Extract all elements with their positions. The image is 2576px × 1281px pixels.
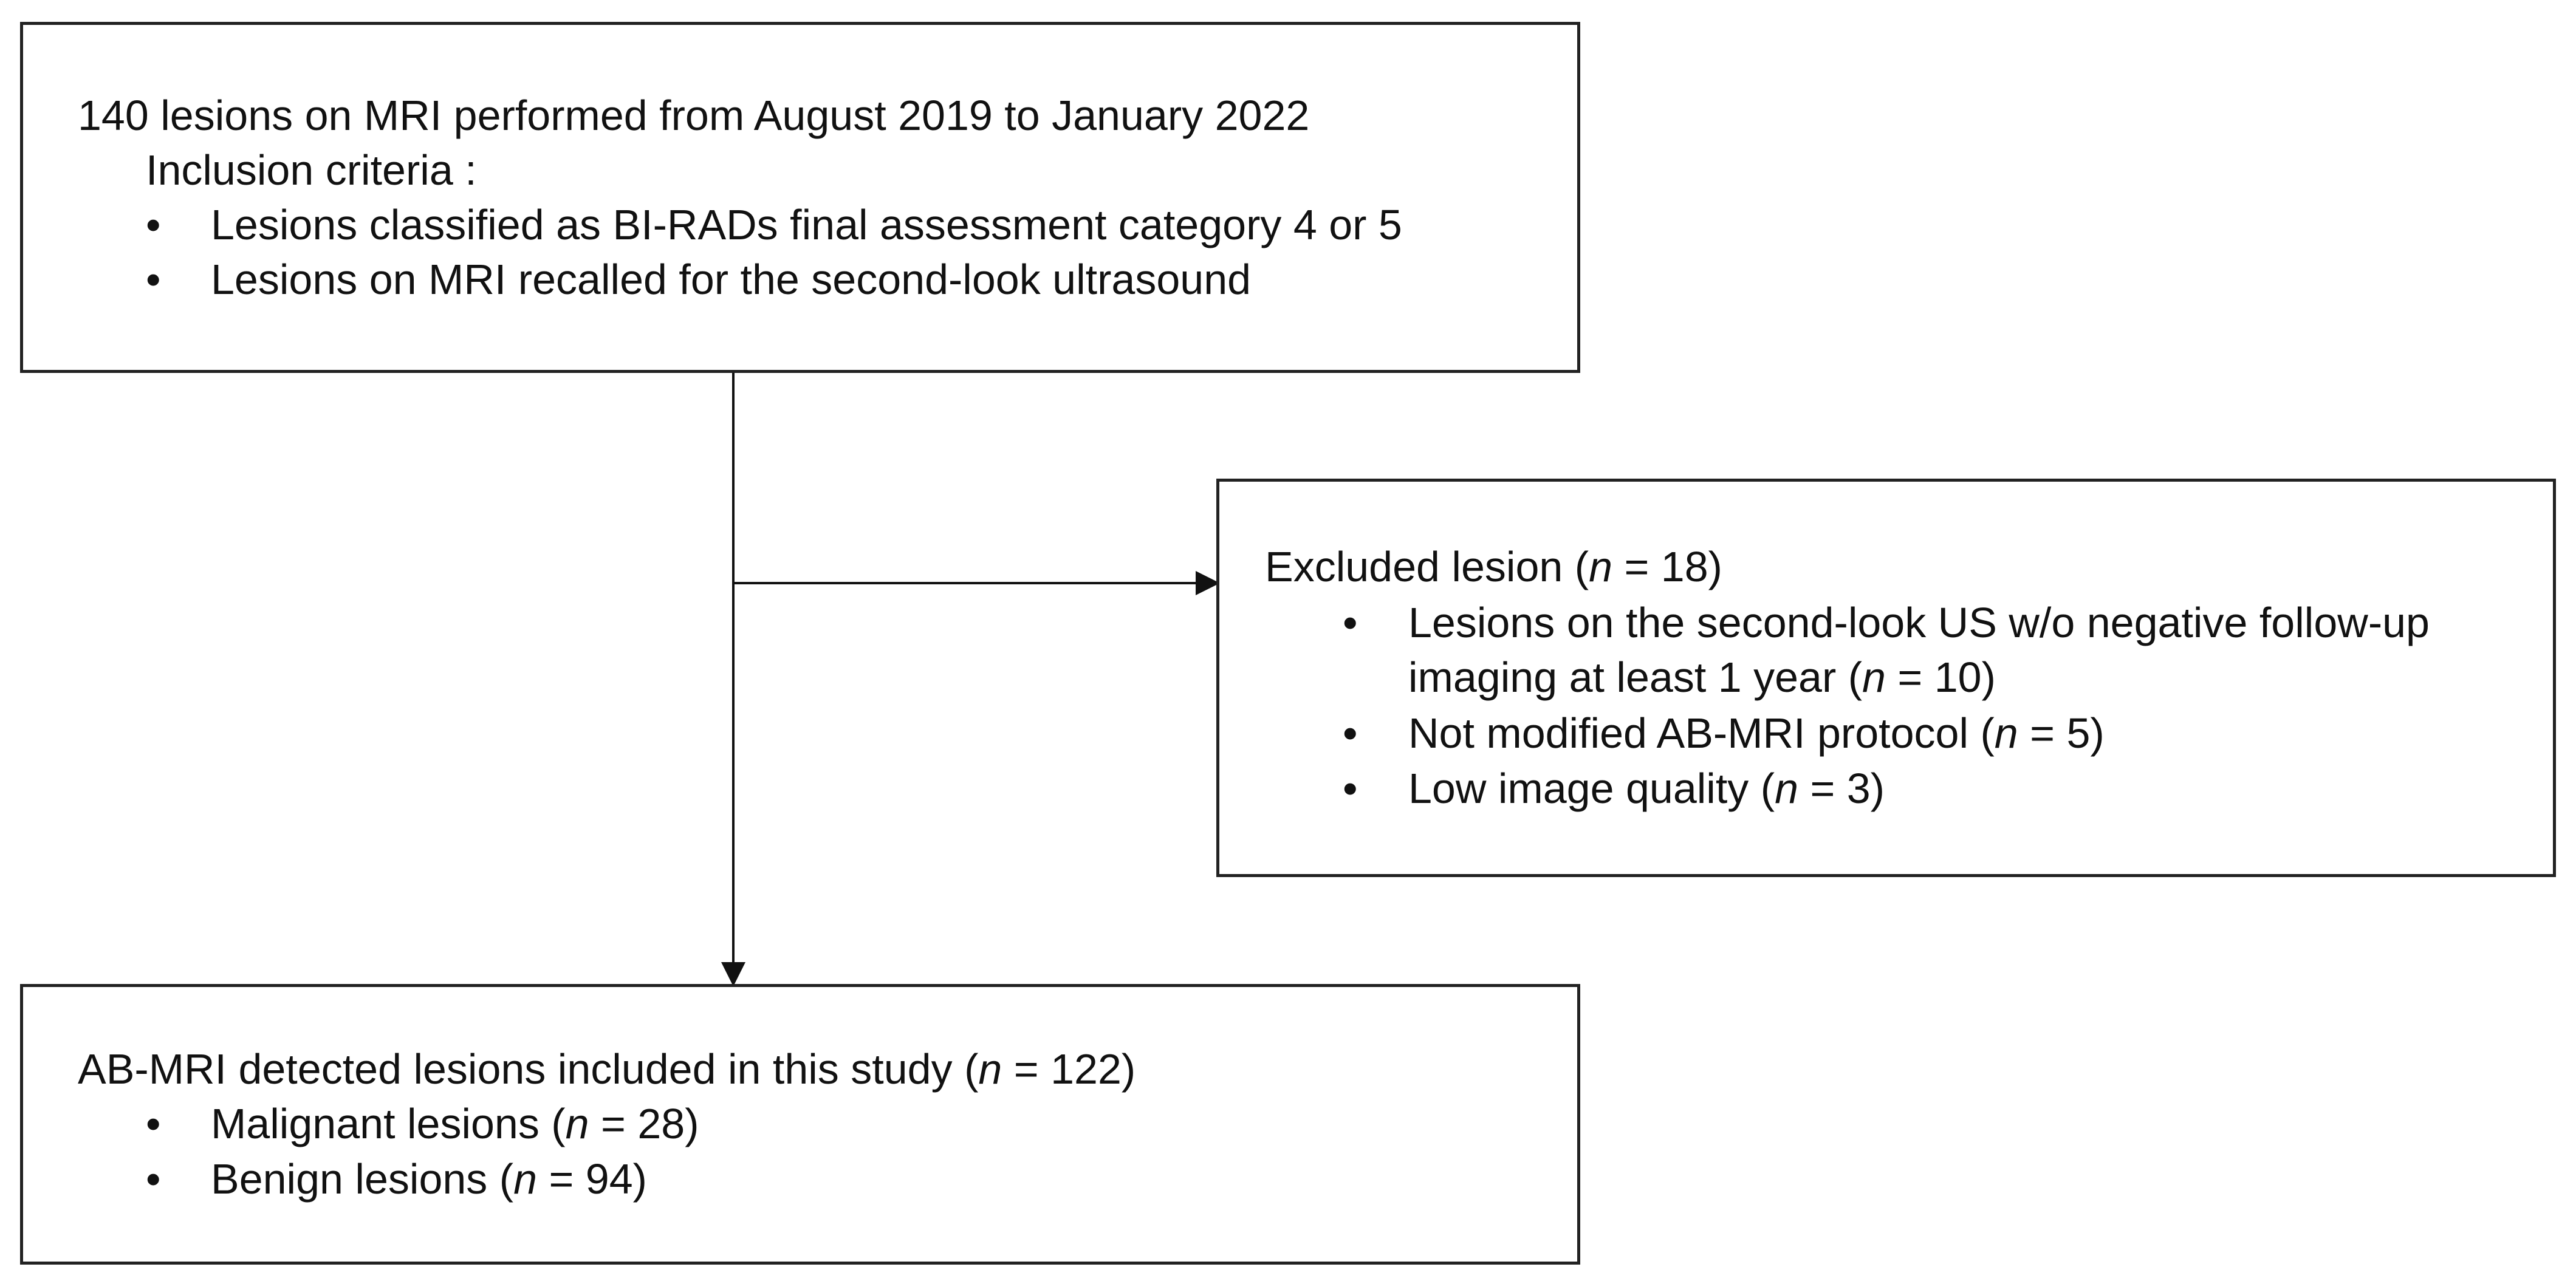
included-group: Benign lesions (n = 94) [211, 1155, 647, 1203]
bullet-icon: • [146, 1100, 161, 1147]
bullet-icon: • [146, 256, 161, 303]
inclusion-criterion: Lesions on MRI recalled for the second-look ultrasound [211, 256, 1252, 303]
inclusion-criteria-label: Inclusion criteria : [146, 146, 477, 194]
bullet-icon: • [146, 1155, 161, 1203]
included-group: Malignant lesions (n = 28) [211, 1100, 699, 1147]
included-title: AB-MRI detected lesions included in this study (n = 122) [78, 1045, 1136, 1093]
exclusion-reason: Low image quality (n = 3) [1408, 765, 1885, 812]
exclusion-reason: Lesions on the second-look US w/o negative follow-up [1408, 599, 2430, 646]
bullet-icon: • [1343, 599, 1358, 646]
inclusion-criterion: Lesions classified as BI-RADs final assessment category 4 or 5 [211, 201, 1402, 248]
exclusion-reason-continued: imaging at least 1 year (n = 10) [1408, 654, 1996, 701]
exclusion-title: Excluded lesion (n = 18) [1265, 543, 1722, 590]
inclusion-title: 140 lesions on MRI performed from August 2019 to January 2022 [78, 92, 1310, 139]
bullet-icon: • [1343, 765, 1358, 812]
bullet-icon: • [146, 201, 161, 248]
bullet-icon: • [1343, 709, 1358, 757]
exclusion-reason: Not modified AB-MRI protocol (n = 5) [1408, 709, 2105, 757]
